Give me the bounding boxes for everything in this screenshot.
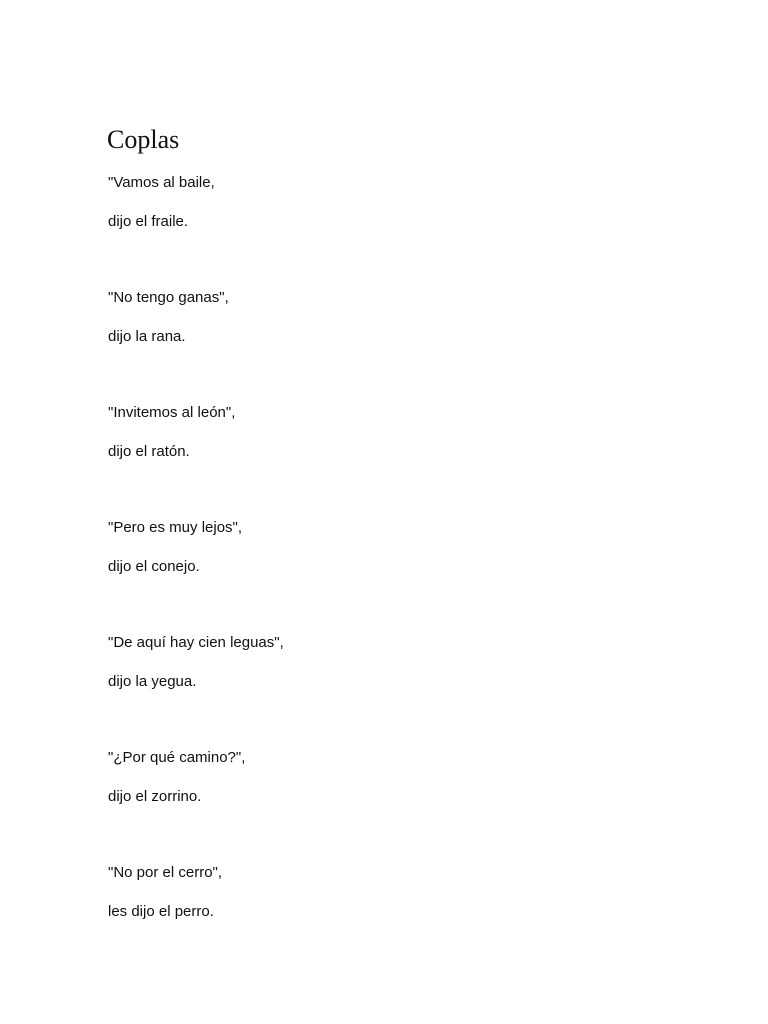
poem-line: dijo el ratón. bbox=[108, 442, 190, 460]
poem-line: "No por el cerro", bbox=[108, 864, 223, 881]
poem-line: dijo el fraile. bbox=[108, 212, 189, 230]
poem-line: dijo la yegua. bbox=[108, 672, 197, 690]
poem-line: dijo la rana. bbox=[108, 327, 186, 345]
stanza bbox=[108, 862, 284, 977]
stanza bbox=[108, 517, 284, 632]
poem-line: "Vamos al baile, bbox=[108, 174, 215, 191]
stanza bbox=[108, 287, 284, 402]
document-title: Coplas bbox=[107, 125, 180, 154]
stanza bbox=[108, 172, 284, 287]
poem-line: dijo el conejo. bbox=[108, 557, 200, 575]
poem-body bbox=[108, 172, 284, 977]
poem-line: "De aquí hay cien leguas", bbox=[108, 634, 284, 651]
poem-line: les dijo el perro. bbox=[108, 902, 214, 920]
stanza bbox=[108, 747, 284, 862]
poem-line: dijo el zorrino. bbox=[108, 787, 202, 805]
poem-line: "Invitemos al león", bbox=[108, 404, 236, 421]
poem-line: "¿Por qué camino?", bbox=[108, 749, 246, 766]
stanza bbox=[108, 402, 284, 517]
poem-line: "No tengo ganas", bbox=[108, 289, 229, 306]
stanza bbox=[108, 632, 284, 747]
poem-line: "Pero es muy lejos", bbox=[108, 519, 243, 536]
